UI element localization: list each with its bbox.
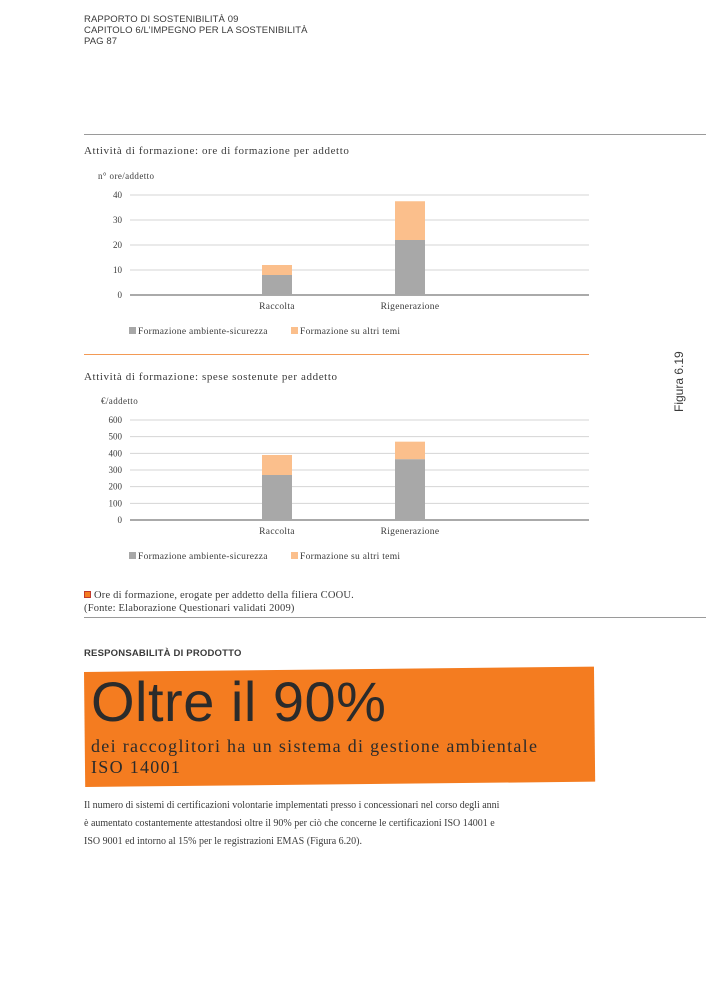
bar-raccolta-series-1 (262, 275, 292, 295)
y-axis-label: n° ore/addetto (98, 171, 155, 181)
chart-2-title: Attività di formazione: spese sostenute per addetto (84, 371, 338, 383)
bar-raccolta-series-1 (262, 475, 292, 520)
figure-note (84, 589, 354, 615)
y-tick-label: 300 (108, 465, 122, 475)
bar-raccolta-series-2 (262, 265, 292, 275)
highlight-subtitle (91, 736, 591, 778)
bar-raccolta-series-2 (262, 455, 292, 475)
section-rule (84, 617, 706, 618)
legend-swatch (129, 552, 136, 559)
legend-entry: Formazione su altri temi (300, 552, 401, 562)
y-tick-label: 100 (108, 498, 122, 509)
note-source: (Fonte: Elaborazione Questionari validati 2009) (84, 603, 295, 614)
y-tick-label: 500 (108, 431, 122, 442)
y-axis-label: €/addetto (101, 396, 139, 406)
y-tick-label: 10 (113, 265, 122, 275)
x-tick-label: Raccolta (259, 302, 295, 312)
highlight-line-1: dei raccoglitori ha un sistema di gestione ambientale (91, 736, 539, 756)
y-tick-label: 0 (117, 515, 122, 525)
bar-rigenerazione-series-1 (395, 459, 425, 520)
legend-entry: Formazione ambiente-sicurezza (138, 552, 268, 562)
y-tick-label: 0 (117, 290, 122, 300)
x-tick-label: Rigenerazione (380, 527, 440, 537)
legend-entry: Formazione ambiente-sicurezza (138, 327, 268, 337)
x-tick-label: Rigenerazione (380, 302, 440, 312)
body-line-1: Il numero di sistemi di certificazioni volontarie implementati presso i concessionari nel corso degli anni (84, 800, 500, 811)
body-line-2: è aumentato costantemente attestandosi oltre il 90% per ciò che concerne le certificazioni ISO 14001 e (84, 818, 495, 829)
y-tick-label: 20 (113, 240, 122, 250)
body-line-3: ISO 9001 ed intorno al 15% per le registrazioni EMAS (Figura 6.20). (84, 836, 363, 847)
chart-divider (84, 354, 589, 355)
legend-swatch (129, 327, 136, 334)
bar-rigenerazione-series-2 (395, 442, 425, 460)
legend-entry: Formazione su altri temi (300, 327, 401, 337)
bar-rigenerazione-series-1 (395, 240, 425, 295)
note-text: Ore di formazione, erogate per addetto della filiera COOU. (94, 590, 354, 601)
chart-2 (84, 388, 594, 568)
y-tick-label: 200 (108, 481, 122, 492)
page-number: PAG 87 (84, 36, 118, 47)
y-tick-label: 600 (108, 415, 122, 425)
figure-label: Figura 6.19 (672, 351, 686, 412)
chart-1 (84, 162, 594, 342)
bar-rigenerazione-series-2 (395, 201, 425, 240)
chapter-title: CAPITOLO 6/L’IMPEGNO PER LA SOSTENIBILITÀ (84, 25, 308, 36)
page-header (84, 14, 308, 47)
y-tick-label: 30 (113, 215, 122, 225)
chart-1-title: Attività di formazione: ore di formazione per addetto (84, 145, 350, 157)
y-tick-label: 40 (113, 190, 122, 200)
report-title: RAPPORTO DI SOSTENIBILITÀ 09 (84, 14, 239, 25)
legend-swatch (291, 552, 298, 559)
y-tick-label: 400 (108, 448, 122, 459)
note-bullet-icon (84, 591, 91, 598)
section-title: RESPONSABILITÀ DI PRODOTTO (84, 648, 242, 659)
x-tick-label: Raccolta (259, 527, 295, 537)
highlight-line-2: ISO 14001 (91, 757, 182, 777)
body-paragraph (84, 797, 594, 851)
highlight-stat: Oltre il 90% (91, 670, 387, 733)
legend-swatch (291, 327, 298, 334)
top-rule (84, 134, 706, 135)
